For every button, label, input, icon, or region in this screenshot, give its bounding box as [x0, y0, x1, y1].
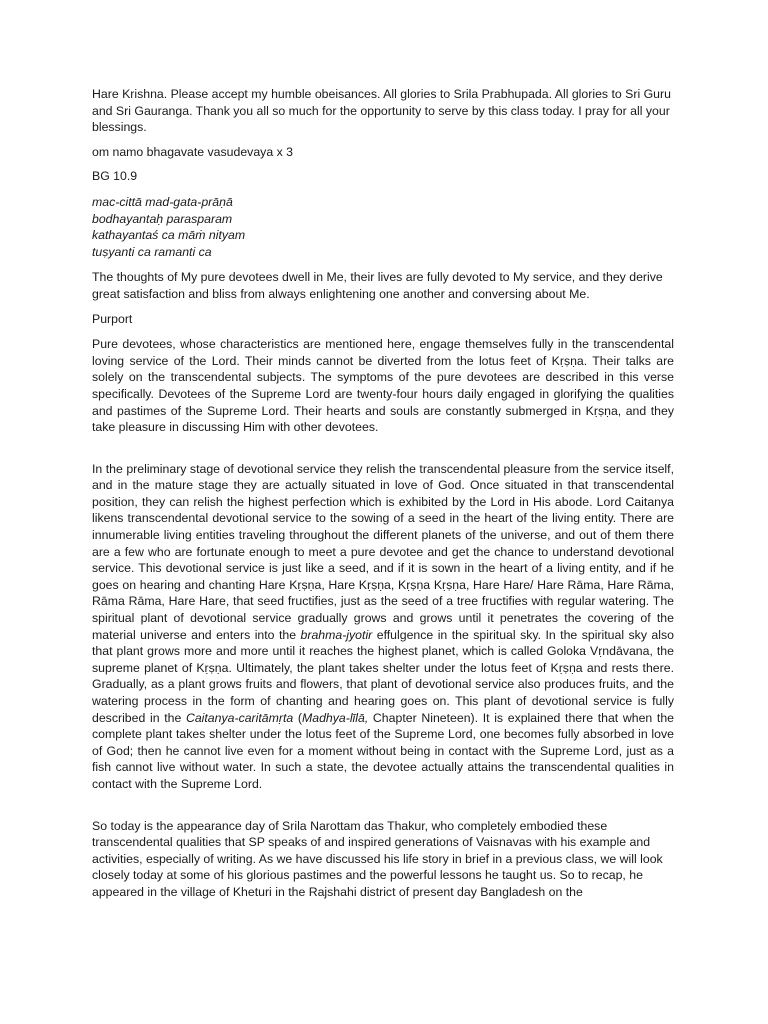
verse-line: bodhayantaḥ parasparam	[92, 211, 233, 226]
purport-paragraph-2	[92, 461, 674, 793]
verse-translation: The thoughts of My pure devotees dwell in Me, their lives are fully devoted to My service, and they derive great satisfaction and bliss from always enlightening one another and conversing about Me.	[92, 270, 663, 301]
mantra-line: om namo bhagavate vasudevaya x 3	[92, 144, 293, 159]
purport-italic-title: Madhya-līlā,	[301, 710, 369, 725]
document-page	[92, 86, 674, 909]
purport-italic-term: brahma-jyotir	[300, 627, 373, 642]
intro-paragraph: Hare Krishna. Please accept my humble obeisances. All glories to Srila Prabhupada. All glories to Sri Guru and Sri Gauranga. Thank you all so much for the opportunity to serve by this class today. I pray for all your blessings.	[92, 87, 671, 135]
purport-heading: Purport	[92, 311, 133, 326]
sanskrit-verse	[92, 194, 674, 260]
purport-paragraph-1: Pure devotees, whose characteristics are mentioned here, engage themselves fully in the transcendental loving service of the Lord. Their minds cannot be diverted from the lotus feet of Kṛṣṇa. Their talks are solely on the transcendental subjects. The symptoms of the pure devotees are described in this verse specifically. Devotees of the Supreme Lord are twenty-four hours daily engaged in glorifying the qualities and pastimes of the Supreme Lord. Their hearts and souls are constantly submerged in Kṛṣṇa, and they take pleasure in discussing Him with other devotees.	[92, 337, 674, 435]
verse-line: tuṣyanti ca ramanti ca	[92, 244, 212, 259]
purport-text: effulgence in the spiritual sky. In the spiritual sky also that plant grows more and more until it reaches the highest planet, which is called Goloka Vṛndāvana, the supreme planet of Kṛṣṇa. Ultimately, the plant takes shelter under the lotus feet of Kṛṣṇa and rests there. Gradually, as a plant grows fruits and flowers, that plant of devotional service also produces fruits, and the watering process in the form of chanting and hearing goes on. This plant of devotional service is fully described in the	[92, 627, 674, 725]
purport-text: (	[293, 710, 302, 725]
purport-text: Chapter Nineteen). It is explained there that when the complete plant takes shelter under the lotus feet of the Supreme Lord, one becomes fully absorbed in love of God; then he cannot live even for a moment without being in contact with the Supreme Lord, just as a fish cannot live without water. In such a state, the devotee actually attains the transcendental qualities in contact with the Supreme Lord.	[92, 710, 675, 791]
closing-paragraph: So today is the appearance day of Srila Narottam das Thakur, who completely embodied these transcendental qualities that SP speaks of and inspired generations of Vaisnavas with his example and activities, especially of writing. As we have discussed his life story in brief in a previous class, we will look closely today at some of his glorious pastimes and the powerful lessons he taught us. So to recap, he appeared in the village of Kheturi in the Rajshahi district of present day Bangladesh on the	[92, 818, 663, 899]
paragraph-gap	[92, 801, 674, 818]
purport-italic-title: Caitanya-caritāmṛta	[185, 710, 294, 725]
verse-line: mac-cittā mad-gata-prāṇā	[92, 194, 233, 209]
verse-line: kathayantaś ca māṁ nityam	[92, 228, 246, 243]
purport-text: In the preliminary stage of devotional service they relish the transcendental pleasure from the service itself, and in the mature stage they are actually situated in love of God. Once situated in that transcendental position, they can relish the highest perfection which is exhibited by the Lord in His abode. Lord Caitanya likens transcendental devotional service to the sowing of a seed in the heart of the living entity. There are innumerable living entities traveling throughout the different planets of the universe, and out of them there are a few who are fortunate enough to meet a pure devotee and get the chance to understand devotional service. This devotional service is just like a seed, and if it is sown in the heart of a living entity, and if he goes on hearing and chanting Hare Kṛṣṇa, Hare Kṛṣṇa, Kṛṣṇa Kṛṣṇa, Hare Hare/ Hare Rāma, Hare Rāma, Rāma Rāma, Hare Hare, that seed fructifies, just as the seed of a tree fructifies with regular watering. The spiritual plant of devotional service gradually grows and grows until it penetrates the covering of the material universe and enters into the	[92, 461, 674, 642]
paragraph-gap	[92, 444, 674, 461]
verse-reference: BG 10.9	[92, 169, 138, 184]
